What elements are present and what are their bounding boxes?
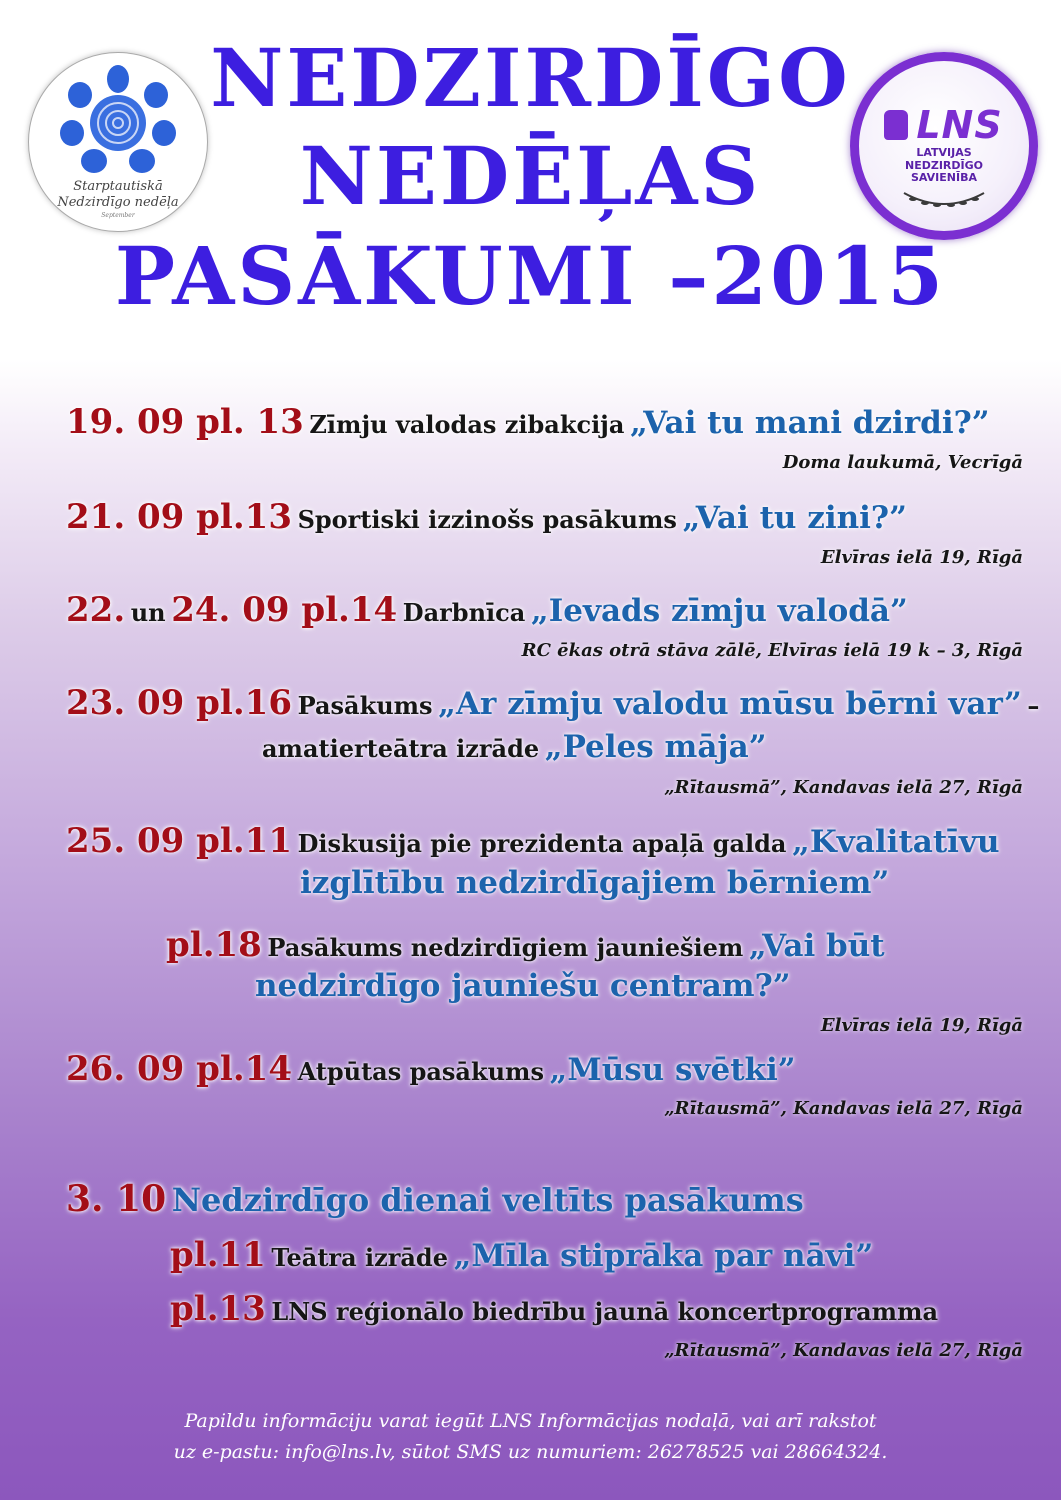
event-8	[66, 1178, 804, 1220]
event-5	[66, 821, 1000, 861]
event-8-headline: Nedzirdīgo dienai veltīts pasākums	[171, 1181, 804, 1219]
event-2-desc: Sportiski izzinošs pasākums	[297, 505, 677, 534]
event-6	[166, 925, 885, 965]
event-4-dash: –	[1027, 691, 1040, 720]
logo-left-line2: Nedzirdīgo nedēļa	[57, 195, 179, 211]
event-7-desc: Atpūtas pasākums	[297, 1057, 544, 1086]
event-4-title2: „Peles māja”	[544, 729, 767, 765]
title-line3: PASĀKUMI –2015	[114, 229, 947, 323]
event-6-title-b: nedzirdīgo jauniešu centram?”	[255, 968, 791, 1004]
event-3-and: un	[130, 598, 166, 627]
lns-line3: SAVIENĪBA	[910, 171, 977, 185]
event-1	[66, 402, 990, 442]
event-7-title: „Mūsu svētki”	[549, 1052, 796, 1088]
lns-line1: LATVIJAS	[916, 146, 972, 159]
event-5-line2	[300, 865, 890, 901]
event-1-place: Doma laukumā, Vecrīgā	[782, 452, 1023, 473]
event-6-desc: Pasākums nedzirdīgiem jauniešiem	[267, 933, 744, 962]
event-6-title-a: „Vai būt	[748, 928, 885, 964]
event-8-sub2-time: pl.13	[170, 1289, 266, 1329]
event-3-date-a: 22.	[66, 590, 126, 630]
footer-line1: Papildu informāciju varat iegūt LNS Informācijas nodaļā, vai arī rakstot	[184, 1410, 877, 1432]
event-5-title-b: izglītību nedzirdīgajiem bērniem”	[300, 865, 890, 901]
event-6-time: pl.18	[166, 925, 262, 965]
event-8-sub2-desc: LNS reģionālo biedrību jaunā koncertprogramma	[271, 1297, 939, 1326]
event-2-title: „Vai tu zini?”	[682, 500, 907, 536]
lns-abbr: LNS	[916, 103, 1003, 147]
event-3-title: „Ievads zīmju valodā”	[530, 593, 908, 629]
event-7-date: 26. 09 pl.14	[66, 1049, 292, 1089]
event-7-place: „Rītausmā”, Kandavas ielā 27, Rīgā	[664, 1098, 1023, 1119]
event-2	[66, 497, 907, 537]
event-1-desc: Zīmju valodas zibakcija	[309, 410, 625, 439]
event-8-date: 3. 10	[66, 1178, 167, 1220]
event-8-sub1	[170, 1235, 874, 1275]
event-3-date-b: 24. 09 pl.14	[171, 590, 398, 630]
event-8-sub1-time: pl.11	[170, 1235, 266, 1275]
event-4-desc2: amatierteātra izrāde	[262, 734, 540, 763]
event-8-sub2	[170, 1289, 939, 1329]
event-1-date: 19. 09 pl. 13	[66, 402, 304, 442]
event-2-place: Elvīras ielā 19, Rīgā	[820, 547, 1023, 568]
event-7	[66, 1049, 796, 1089]
event-4-line2	[262, 729, 767, 765]
event-3-desc: Darbnīca	[402, 598, 526, 627]
event-4-title: „Ar zīmju valodu mūsu bērni var”	[438, 686, 1022, 722]
event-4-desc: Pasākums	[297, 691, 433, 720]
event-6-place: Elvīras ielā 19, Rīgā	[820, 1015, 1023, 1036]
lns-line2: NEDZIRDĪGO	[905, 158, 983, 172]
event-8-sub1-title: „Mīla stiprāka par nāvi”	[453, 1238, 874, 1274]
event-6-line2	[255, 968, 791, 1004]
event-1-title: „Vai tu mani dzirdi?”	[630, 405, 990, 441]
event-4-place: „Rītausmā”, Kandavas ielā 27, Rīgā	[664, 777, 1023, 798]
title-line2: NEDĒĻAS	[299, 129, 762, 223]
event-8-place: „Rītausmā”, Kandavas ielā 27, Rīgā	[664, 1340, 1023, 1361]
event-4	[66, 683, 1040, 723]
event-5-title-a: „Kvalitatīvu	[792, 824, 1000, 860]
event-2-date: 21. 09 pl.13	[66, 497, 292, 537]
event-5-date: 25. 09 pl.11	[66, 821, 292, 861]
event-3-place: RC ēkas otrā stāva zālē, Elvīras ielā 19 k – 3, Rīgā	[521, 640, 1023, 661]
event-5-desc: Diskusija pie prezidenta apaļā galda	[297, 829, 787, 858]
event-3	[66, 590, 908, 630]
logo-left-line3: September	[101, 211, 135, 219]
footer-line2: uz e-pastu: info@lns.lv, sūtot SMS uz numuriem: 26278525 vai 28664324.	[173, 1441, 888, 1463]
title-line1: NEDZIRDĪGO	[210, 31, 851, 125]
event-4-date: 23. 09 pl.16	[66, 683, 292, 723]
logo-left-line1: Starptautiskā	[73, 179, 163, 194]
event-8-sub1-desc: Teātra izrāde	[271, 1243, 448, 1272]
